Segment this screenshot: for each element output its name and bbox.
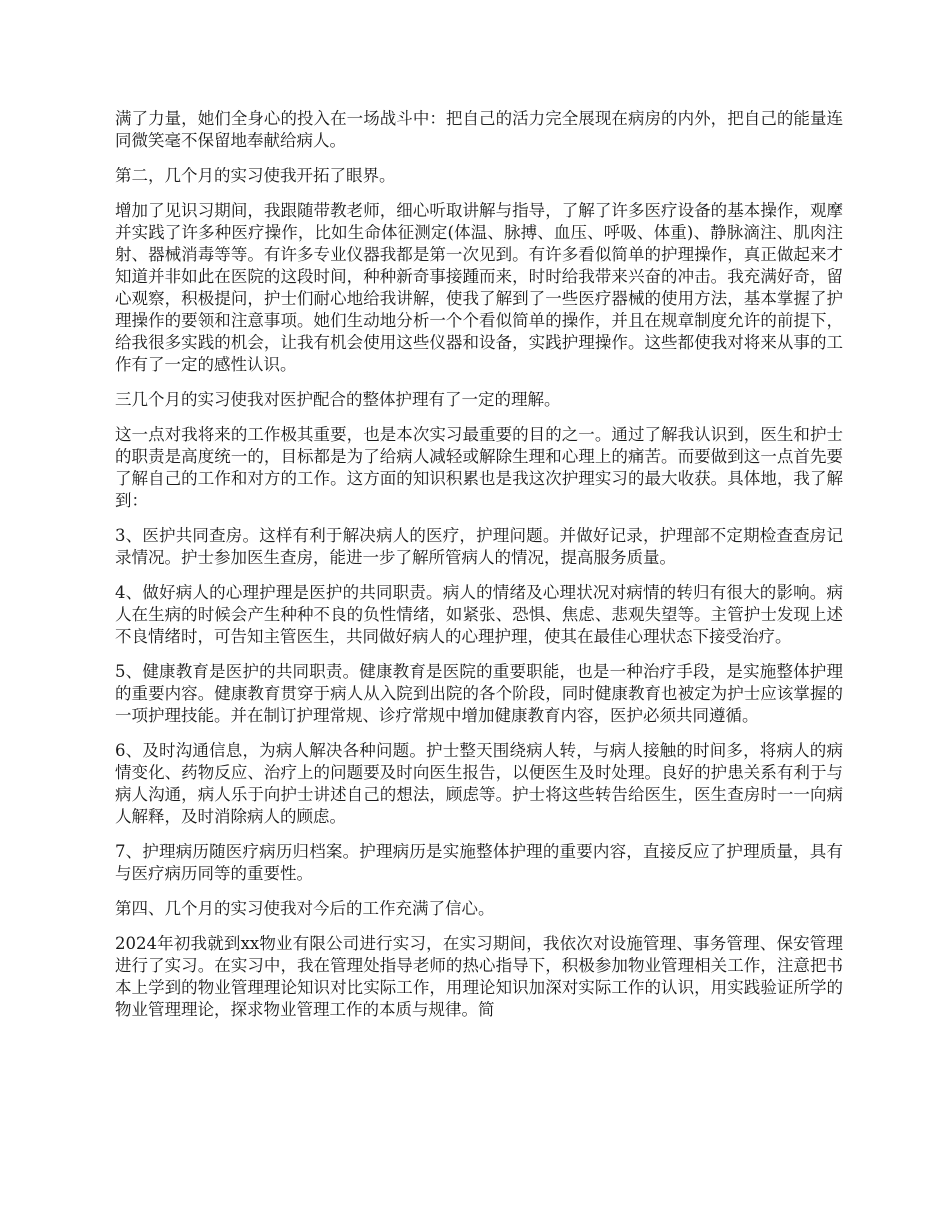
list-item-6: 6、及时沟通信息，为病人解决各种问题。护士整天围绕病人转，与病人接触的时间多，将病人的病情变化、药物反应、治疗上的问题要及时向医生报告，以便医生及时处理。良好的护患关系有利于与病人沟通，病人乐于向护士讲述自己的想法，顾虑等。护士将这些转告给医生，医生查房时一一向病人解释，及时消除病人的顾虑。: [115, 741, 843, 826]
section-heading-fourth: 第四、几个月的实习使我对今后的工作充满了信心。: [115, 899, 495, 918]
paragraph-horizons: 增加了见识习期间，我跟随带教老师，细心听取讲解与指导，了解了许多医疗设备的基本操作，观摩并实践了许多种医疗操作，比如生命体征测定(体温、脉搏、血压、呼吸、体重)、静脉滴注、肌肉注射、器械消毒等等。有许多专业仪器我都是第一次见到。有许多看似简单的护理操作，真正做起来才知道并非如此在医院的这段时间，种种新奇事接踵而来，时时给我带来兴奋的冲击。我充满好奇，留心观察，积极提问，护士们耐心地给我讲解，使我了解到了一些医疗器械的使用方法，基本掌握了护理操作的要领和注意事项。她们生动地分析一个个看似简单的操作，并且在规章制度允许的前提下，给我很多实践的机会，让我有机会使用这些仪器和设备，实践护理操作。这些都使我对将来从事的工作有了一定的感性认识。: [115, 201, 843, 374]
document-body: [115, 108, 843, 1034]
list-item-5: 5、健康教育是医护的共同职责。健康教育是医院的重要职能，也是一种治疗手段，是实施整体护理的重要内容。健康教育贯穿于病人从入院到出院的各个阶段，同时健康教育也被定为护士应该掌握的一项护理技能。并在制订护理常规、诊疗常规中增加健康教育内容，医护必须共同遵循。: [115, 662, 843, 725]
section-heading-third: 三几个月的实习使我对医护配合的整体护理有了一定的理解。: [115, 390, 561, 409]
list-item-7: 7、护理病历随医疗病历归档案。护理病历是实施整体护理的重要内容，直接反应了护理质量，具有与医疗病历同等的重要性。: [115, 842, 843, 883]
paragraph-continuation: 满了力量，她们全身心的投入在一场战斗中：把自己的活力完全展现在病房的内外，把自己的能量连同微笑毫不保留地奉献给病人。: [115, 109, 843, 150]
section-heading-second: 第二，几个月的实习使我开拓了眼界。: [115, 166, 396, 185]
list-item-3: 3、医护共同查房。这样有利于解决病人的医疗，护理问题。并做好记录，护理部不定期检查查房记录情况。护士参加医生查房，能进一步了解所管病人的情况，提高服务质量。: [115, 526, 843, 567]
list-item-4: 4、做好病人的心理护理是医护的共同职责。病人的情绪及心理状况对病情的转归有很大的影响。病人在生病的时候会产生种种不良的负性情绪，如紧张、恐惧、焦虑、悲观失望等。主管护士发现上述不良情绪时，可告知主管医生，共同做好病人的心理护理，使其在最佳心理状态下接受治疗。: [115, 583, 843, 646]
paragraph-property-internship: 2024年初我就到xx物业有限公司进行实习，在实习期间，我依次对设施管理、事务管理、保安管理进行了实习。在实习中，我在管理处指导老师的热心指导下，积极参加物业管理相关工作，注意把书本上学到的物业管理理论知识对比实际工作，用理论知识加深对实际工作的认识，用实践验证所学的物业管理理论，探求物业管理工作的本质与规律。简: [115, 934, 843, 1019]
paragraph-cooperation: 这一点对我将来的工作极其重要，也是本次实习最重要的目的之一。通过了解我认识到，医生和护士的职责是高度统一的，目标都是为了给病人减轻或解除生理和心理上的痛苦。而要做到这一点首先要了解自己的工作和对方的工作。这方面的知识积累也是我这次护理实习的最大收获。具体地，我了解到：: [115, 425, 843, 510]
